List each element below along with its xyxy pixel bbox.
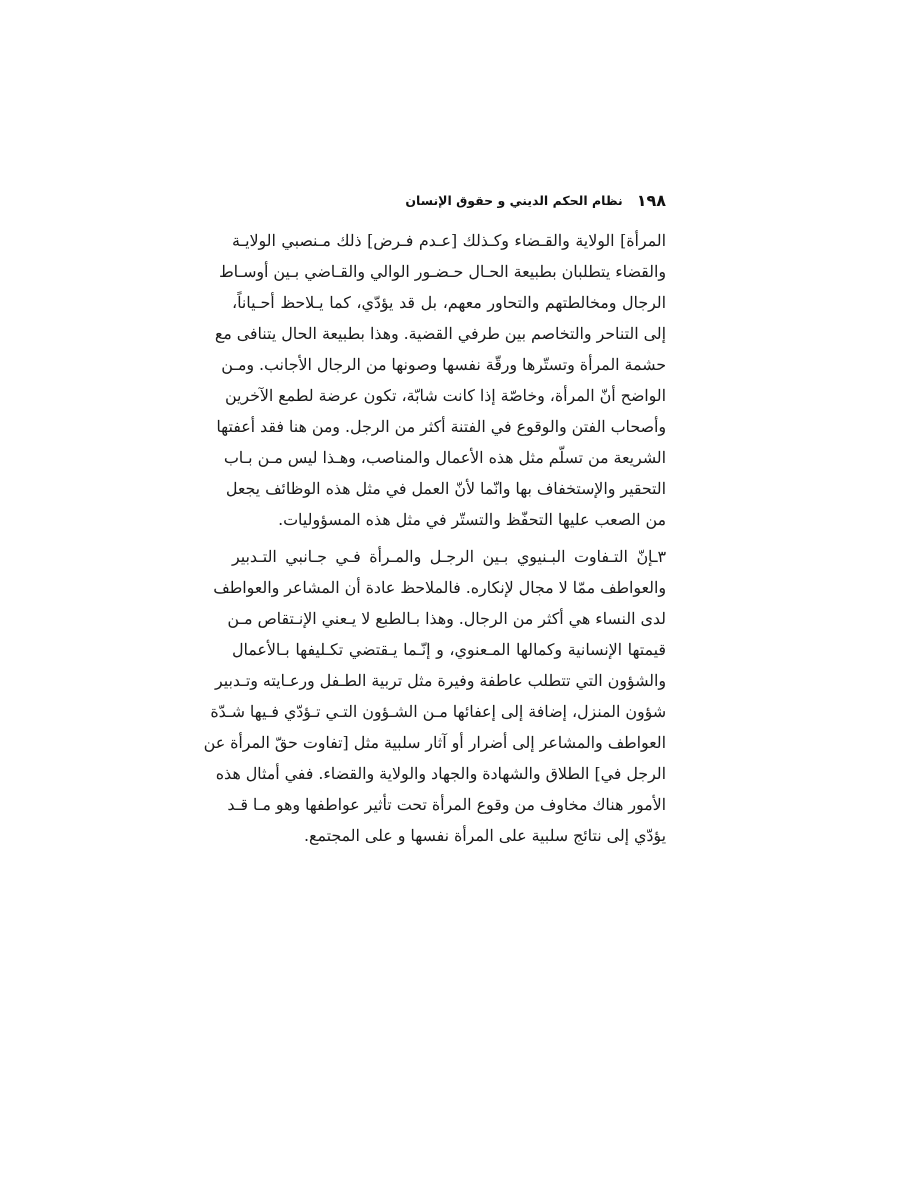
text-line: لدى النساء هي أكثر من الرجال. وهذا بـالطبع لا يـعني الإنـتقاص مـن <box>227 609 666 628</box>
text-line: الواضح أنّ المرأة، وخاصّة إذا كانت شابّة، تكون عرضة لطمع الآخرين <box>224 386 666 405</box>
text-line: التحقير والإستخفاف بها وانّما لأنّ العمل في مثل هذه الوظائف يجعل <box>225 479 666 498</box>
text-line: العواطف والمشاعر إلى أضرار أو آثار سلبية مثل [تفاوت حقّ المرأة عن <box>203 733 666 752</box>
text-line: إلى التناحر والتخاصم بين طرفي القضية. وهذا بطبيعة الحال يتنافى مع <box>214 324 666 343</box>
text-line: يؤدّي إلى نتائج سلبية على المرأة نفسها و على المجتمع. <box>304 826 666 845</box>
text-line: الرجال ومخالطتهم والتحاور معهم، بل قد يؤدّي، كما يـلاحظ أحـياناً، <box>232 293 666 312</box>
text-line: الشريعة من تسلّم مثل هذه الأعمال والمناصب، وهـذا ليس مـن بـاب <box>223 448 666 467</box>
text-line: حشمة المرأة وتستّرها ورقّة نفسها وصونها من الرجال الأجانب. ومـن <box>221 355 666 374</box>
body-text <box>203 225 666 851</box>
paragraph-1 <box>214 225 666 535</box>
text-line: والشؤون التي تتطلب عاطفة وفيرة مثل تربية الطـفل ورعـايته وتـدبير <box>215 671 666 690</box>
page-number: ١٩٨ <box>636 190 666 210</box>
text-line: وأصحاب الفتن والوقوع في الفتنة أكثر من الرجل. ومن هنا فقد أعفتها <box>216 417 666 436</box>
text-line: ٣ـإنّ التـفاوت البـنيوي بـين الرجـل والمـرأة فـي جـانبي التـدبير <box>232 547 666 566</box>
text-line: الأمور هناك مخاوف من وقوع المرأة تحت تأثير عواطفها وهو مـا قـد <box>227 795 666 814</box>
paragraph-2 <box>203 541 666 851</box>
text-line: شؤون المنزل، إضافة إلى إعفائها مـن الشـؤون التـي تـؤدّي فـيها شـدّة <box>210 702 666 721</box>
text-line: من الصعب عليها التحفّظ والتستّر في مثل هذه المسؤوليات. <box>278 510 666 529</box>
text-line: قيمتها الإنسانية وكمالها المـعنوي، و إنّـما يـقتضي تكـليفها بـالأعمال <box>232 640 666 659</box>
running-head-title: نظام الحكم الديني و حقوق الإنسان <box>405 192 623 208</box>
running-head <box>405 184 666 216</box>
text-line: الرجل في] الطلاق والشهادة والجهاد والولاية والقضاء. ففي أمثال هذه <box>215 764 666 783</box>
text-line: والقضاء يتطلبان بطبيعة الحـال حـضـور الوالي والقـاضي بـين أوسـاط <box>219 262 666 281</box>
text-line: والعواطف ممّا لا مجال لإنكاره. فالملاحظ عادة أن المشاعر والعواطف <box>213 578 666 597</box>
text-line: المرأة] الولاية والقـضاء وكـذلك [عـدم فـرض] ذلك مـنصبي الولايـة <box>232 231 666 250</box>
